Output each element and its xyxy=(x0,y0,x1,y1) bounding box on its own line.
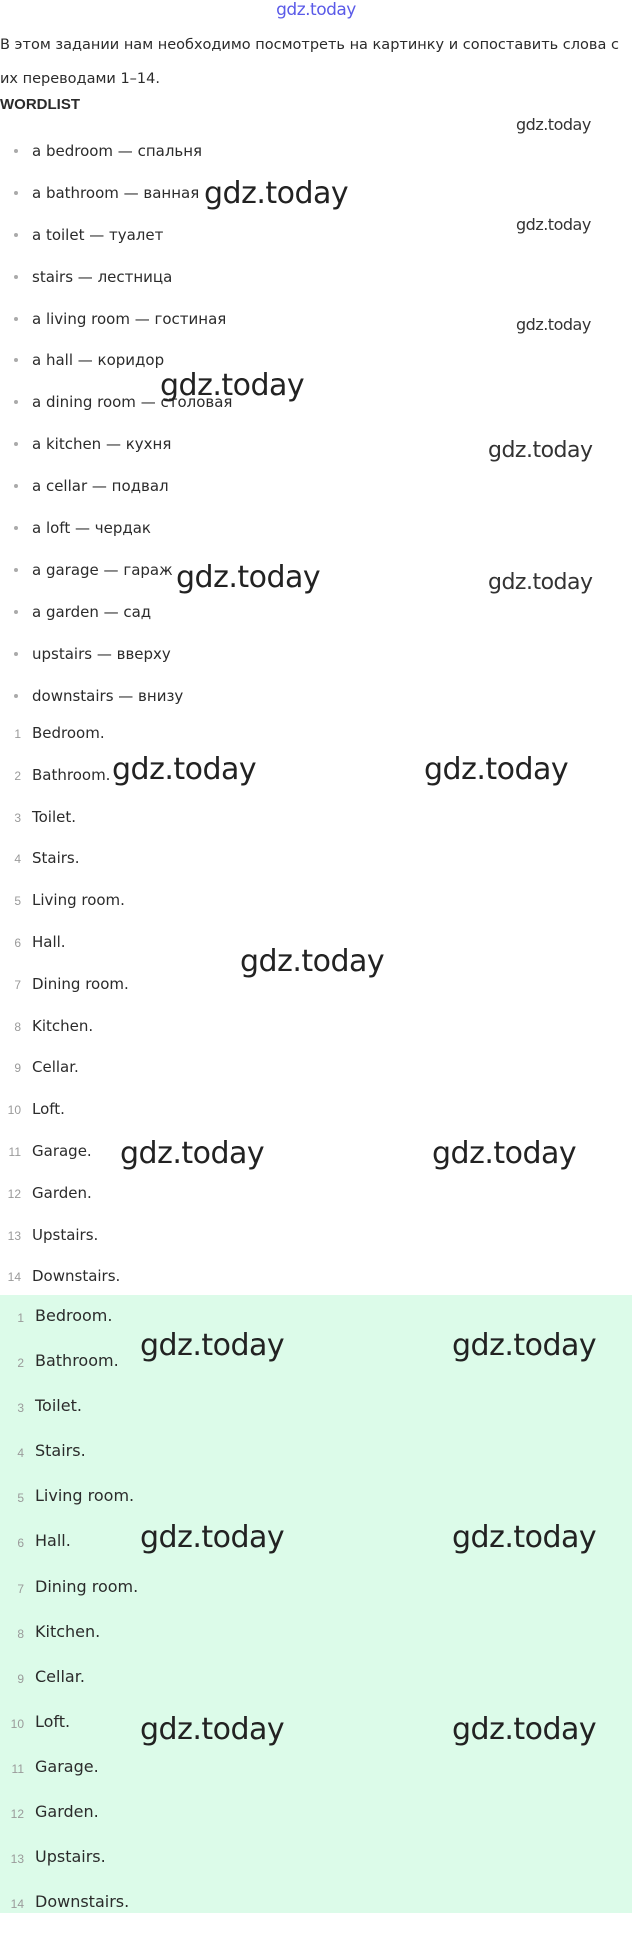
watermark: gdz.today xyxy=(424,752,569,787)
bullet-icon xyxy=(14,191,18,195)
watermark: gdz.today xyxy=(452,1328,597,1363)
watermark: gdz.today xyxy=(452,1712,597,1747)
item-number: 13 xyxy=(10,1852,24,1867)
watermark: gdz.today xyxy=(204,176,349,211)
bullet-icon xyxy=(14,149,18,153)
item-number: 7 xyxy=(14,977,21,992)
wordlist-item: a loft — чердак xyxy=(0,518,232,560)
wordlist-item: a toilet — туалет xyxy=(0,225,232,267)
bullet-icon xyxy=(14,442,18,446)
answer-list xyxy=(0,1305,138,1936)
watermark: gdz.today xyxy=(160,368,305,403)
list-item: 8 Kitchen. xyxy=(0,1016,129,1058)
wordlist-item: a kitchen — кухня xyxy=(0,434,232,476)
watermark: gdz.today xyxy=(516,215,591,234)
wordlist-item: a garden — сад xyxy=(0,602,232,644)
item-number: 5 xyxy=(17,1491,24,1506)
bullet-icon xyxy=(14,275,18,279)
bullet-icon xyxy=(14,610,18,614)
watermark: gdz.today xyxy=(140,1328,285,1363)
answer-item: 6 Hall. xyxy=(0,1530,138,1575)
wordlist-item: a dining room — столовая xyxy=(0,392,232,434)
list-item: 14 Downstairs. xyxy=(0,1266,129,1308)
answer-item: 2 Bathroom. xyxy=(0,1350,138,1395)
item-number: 3 xyxy=(14,810,21,825)
watermark: gdz.today xyxy=(140,1520,285,1555)
watermark: gdz.today xyxy=(112,752,257,787)
item-number: 9 xyxy=(17,1671,24,1686)
item-number: 10 xyxy=(7,1103,21,1118)
item-number: 14 xyxy=(10,1897,24,1912)
answer-item: 9 Cellar. xyxy=(0,1666,138,1711)
item-number: 14 xyxy=(7,1270,21,1285)
answer-item: 3 Toilet. xyxy=(0,1395,138,1440)
wordlist-item: a bedroom — спальня xyxy=(0,141,232,183)
site-logo[interactable]: gdz.today xyxy=(276,0,356,20)
watermark: gdz.today xyxy=(120,1136,265,1171)
bullet-icon xyxy=(14,652,18,656)
wordlist-item: a living room — гостиная xyxy=(0,309,232,351)
list-item: 11 Garage. xyxy=(0,1141,129,1183)
wordlist-item: a garage — гараж xyxy=(0,560,232,602)
wordlist-item: upstairs — вверху xyxy=(0,644,232,686)
bullet-icon xyxy=(14,233,18,237)
item-number: 2 xyxy=(17,1356,24,1371)
list-item: 13 Upstairs. xyxy=(0,1225,129,1267)
bullet-icon xyxy=(14,358,18,362)
item-number: 10 xyxy=(10,1716,24,1731)
bullet-icon xyxy=(14,484,18,488)
item-number: 6 xyxy=(14,935,21,950)
answer-item: 8 Kitchen. xyxy=(0,1621,138,1666)
item-number: 11 xyxy=(11,1761,24,1776)
item-number: 12 xyxy=(10,1807,24,1822)
watermark: gdz.today xyxy=(452,1520,597,1555)
item-number: 4 xyxy=(17,1446,24,1461)
item-number: 9 xyxy=(14,1061,21,1076)
numbered-list xyxy=(0,723,129,1308)
item-number: 3 xyxy=(17,1401,24,1416)
item-number: 4 xyxy=(14,852,21,867)
task-intro: В этом задании нам необходимо посмотреть на картинку и сопоставить слова с их переводами 1–14. xyxy=(0,37,619,87)
watermark: gdz.today xyxy=(488,570,593,595)
wordlist-item: stairs — лестница xyxy=(0,267,232,309)
list-item: 2 Bathroom. xyxy=(0,765,129,807)
list-item: 6 Hall. xyxy=(0,932,129,974)
bullet-icon xyxy=(14,526,18,530)
bullet-icon xyxy=(14,694,18,698)
item-number: 6 xyxy=(17,1536,24,1551)
wordlist-item: a bathroom — ванная xyxy=(0,183,232,225)
answer-item: 1 Bedroom. xyxy=(0,1305,138,1350)
item-number: 7 xyxy=(17,1581,24,1596)
watermark: gdz.today xyxy=(140,1712,285,1747)
answer-item: 11 Garage. xyxy=(0,1756,138,1801)
answer-item: 10 Loft. xyxy=(0,1711,138,1756)
wordlist-item: downstairs — внизу xyxy=(0,686,232,728)
item-number: 1 xyxy=(14,727,21,741)
answer-item: 7 Dining room. xyxy=(0,1576,138,1621)
item-number: 1 xyxy=(17,1311,24,1325)
list-item: 3 Toilet. xyxy=(0,807,129,849)
answer-item: 12 Garden. xyxy=(0,1801,138,1846)
wordlist-heading: WORDLIST xyxy=(0,96,80,113)
bullet-icon xyxy=(14,317,18,321)
bullet-icon xyxy=(14,568,18,572)
list-item: 4 Stairs. xyxy=(0,848,129,890)
answer-item: 4 Stairs. xyxy=(0,1440,138,1485)
list-item: 9 Cellar. xyxy=(0,1057,129,1099)
answer-item: 5 Living room. xyxy=(0,1485,138,1530)
item-number: 11 xyxy=(8,1144,21,1159)
answer-item: 13 Upstairs. xyxy=(0,1846,138,1891)
answer-item: 14 Downstairs. xyxy=(0,1891,138,1936)
wordlist-item: a hall — коридор xyxy=(0,350,232,392)
item-number: 8 xyxy=(17,1626,24,1641)
item-number: 2 xyxy=(14,768,21,783)
wordlist-item: a cellar — подвал xyxy=(0,476,232,518)
bullet-icon xyxy=(14,400,18,404)
item-number: 8 xyxy=(14,1019,21,1034)
item-number: 5 xyxy=(14,894,21,909)
list-item: 5 Living room. xyxy=(0,890,129,932)
list-item: 12 Garden. xyxy=(0,1183,129,1225)
list-item: 7 Dining room. xyxy=(0,974,129,1016)
wordlist xyxy=(0,141,232,727)
watermark: gdz.today xyxy=(488,438,593,463)
list-item: 1 Bedroom. xyxy=(0,723,129,765)
item-number: 12 xyxy=(7,1186,21,1201)
watermark: gdz.today xyxy=(240,944,385,979)
list-item: 10 Loft. xyxy=(0,1099,129,1141)
watermark: gdz.today xyxy=(176,560,321,595)
watermark: gdz.today xyxy=(432,1136,577,1171)
watermark: gdz.today xyxy=(516,315,591,334)
watermark: gdz.today xyxy=(516,115,591,134)
item-number: 13 xyxy=(7,1228,21,1243)
